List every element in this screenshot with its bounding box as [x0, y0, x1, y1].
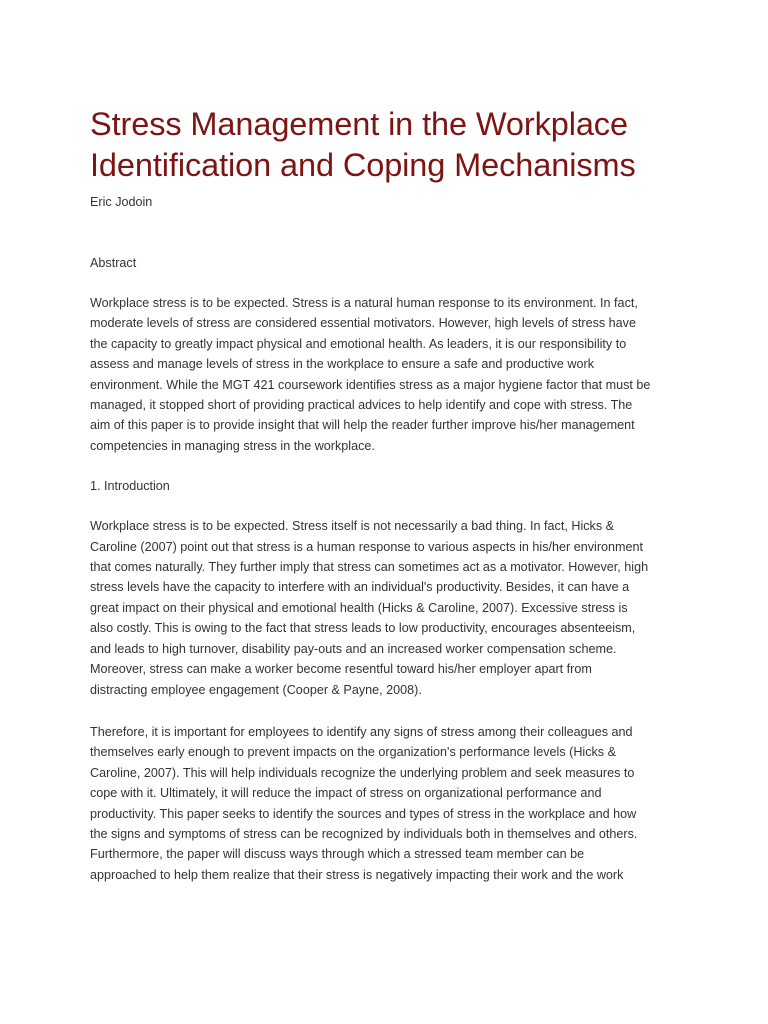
introduction-paragraph-2 [90, 722, 665, 885]
text-line: the signs and symptoms of stress can be recognized by individuals both in themselves and others. [90, 826, 638, 841]
abstract-heading: Abstract [90, 256, 137, 270]
abstract-paragraph [90, 293, 665, 456]
text-line: also costly. This is owing to the fact that stress leads to low productivity, encourages absenteeism, [90, 621, 636, 636]
text-line: environment. While the MGT 421 coursework identifies stress as a major hygiene factor that must be [90, 377, 651, 392]
text-line: Moreover, stress can make a worker become resentful toward his/her employer apart from [90, 662, 592, 677]
text-line: Workplace stress is to be expected. Stress is a natural human response to its environment. In fact, [90, 296, 638, 310]
introduction-heading: 1. Introduction [90, 479, 170, 494]
text-line: approached to help them realize that their stress is negatively impacting their work and the work [90, 867, 624, 882]
introduction-paragraph-1 [90, 516, 665, 700]
text-line: managed, it stopped short of providing practical advices to help identify and cope with stress. The [90, 398, 633, 413]
text-line: Caroline, 2007). This will help individuals recognize the underlying problem and seek measures to [90, 765, 635, 780]
text-line: the capacity to greatly impact physical and emotional health. As leaders, it is our responsibility to [90, 336, 627, 351]
text-line: competencies in managing stress in the workplace. [90, 438, 375, 453]
text-line: themselves early enough to prevent impacts on the organization's performance levels (Hicks & [90, 745, 617, 760]
title-line-1: Stress Management in the Workplace [90, 106, 628, 142]
text-line: Therefore, it is important for employees to identify any signs of stress among their colleagues and [90, 724, 633, 739]
text-line: stress levels have the capacity to interfere with an individual's productivity. Besides, it can have a [90, 580, 630, 595]
text-line: great impact on their physical and emotional health (Hicks & Caroline, 2007). Excessive stress is [90, 600, 628, 615]
author-name: Eric Jodoin [90, 195, 153, 209]
text-line: productivity. This paper seeks to identify the sources and types of stress in the workplace and how [90, 806, 637, 821]
text-line: that comes naturally. They further imply that stress can sometimes act as a motivator. However, high [90, 560, 649, 575]
text-line: cope with it. Ultimately, it will reduce the impact of stress on organizational performance and [90, 786, 602, 801]
text-line: Furthermore, the paper will discuss ways through which a stressed team member can be [90, 847, 585, 862]
text-line: Workplace stress is to be expected. Stress itself is not necessarily a bad thing. In fact, Hicks & [90, 519, 615, 534]
title-line-2: Identification and Coping Mechanisms [90, 147, 636, 183]
document-title [90, 104, 665, 186]
document-page [90, 104, 665, 885]
text-line: Caroline (2007) point out that stress is a human response to various aspects in his/her environment [90, 539, 644, 554]
text-line: and leads to high turnover, disability pay-outs and an increased worker compensation scheme. [90, 641, 617, 656]
text-line: moderate levels of stress are considered essential motivators. However, high levels of stress have [90, 316, 636, 331]
text-line: distracting employee engagement (Cooper & Payne, 2008). [90, 682, 422, 697]
text-line: aim of this paper is to provide insight that will help the reader further improve his/her management [90, 418, 635, 433]
text-line: assess and manage levels of stress in the workplace to ensure a safe and productive work [90, 357, 595, 372]
